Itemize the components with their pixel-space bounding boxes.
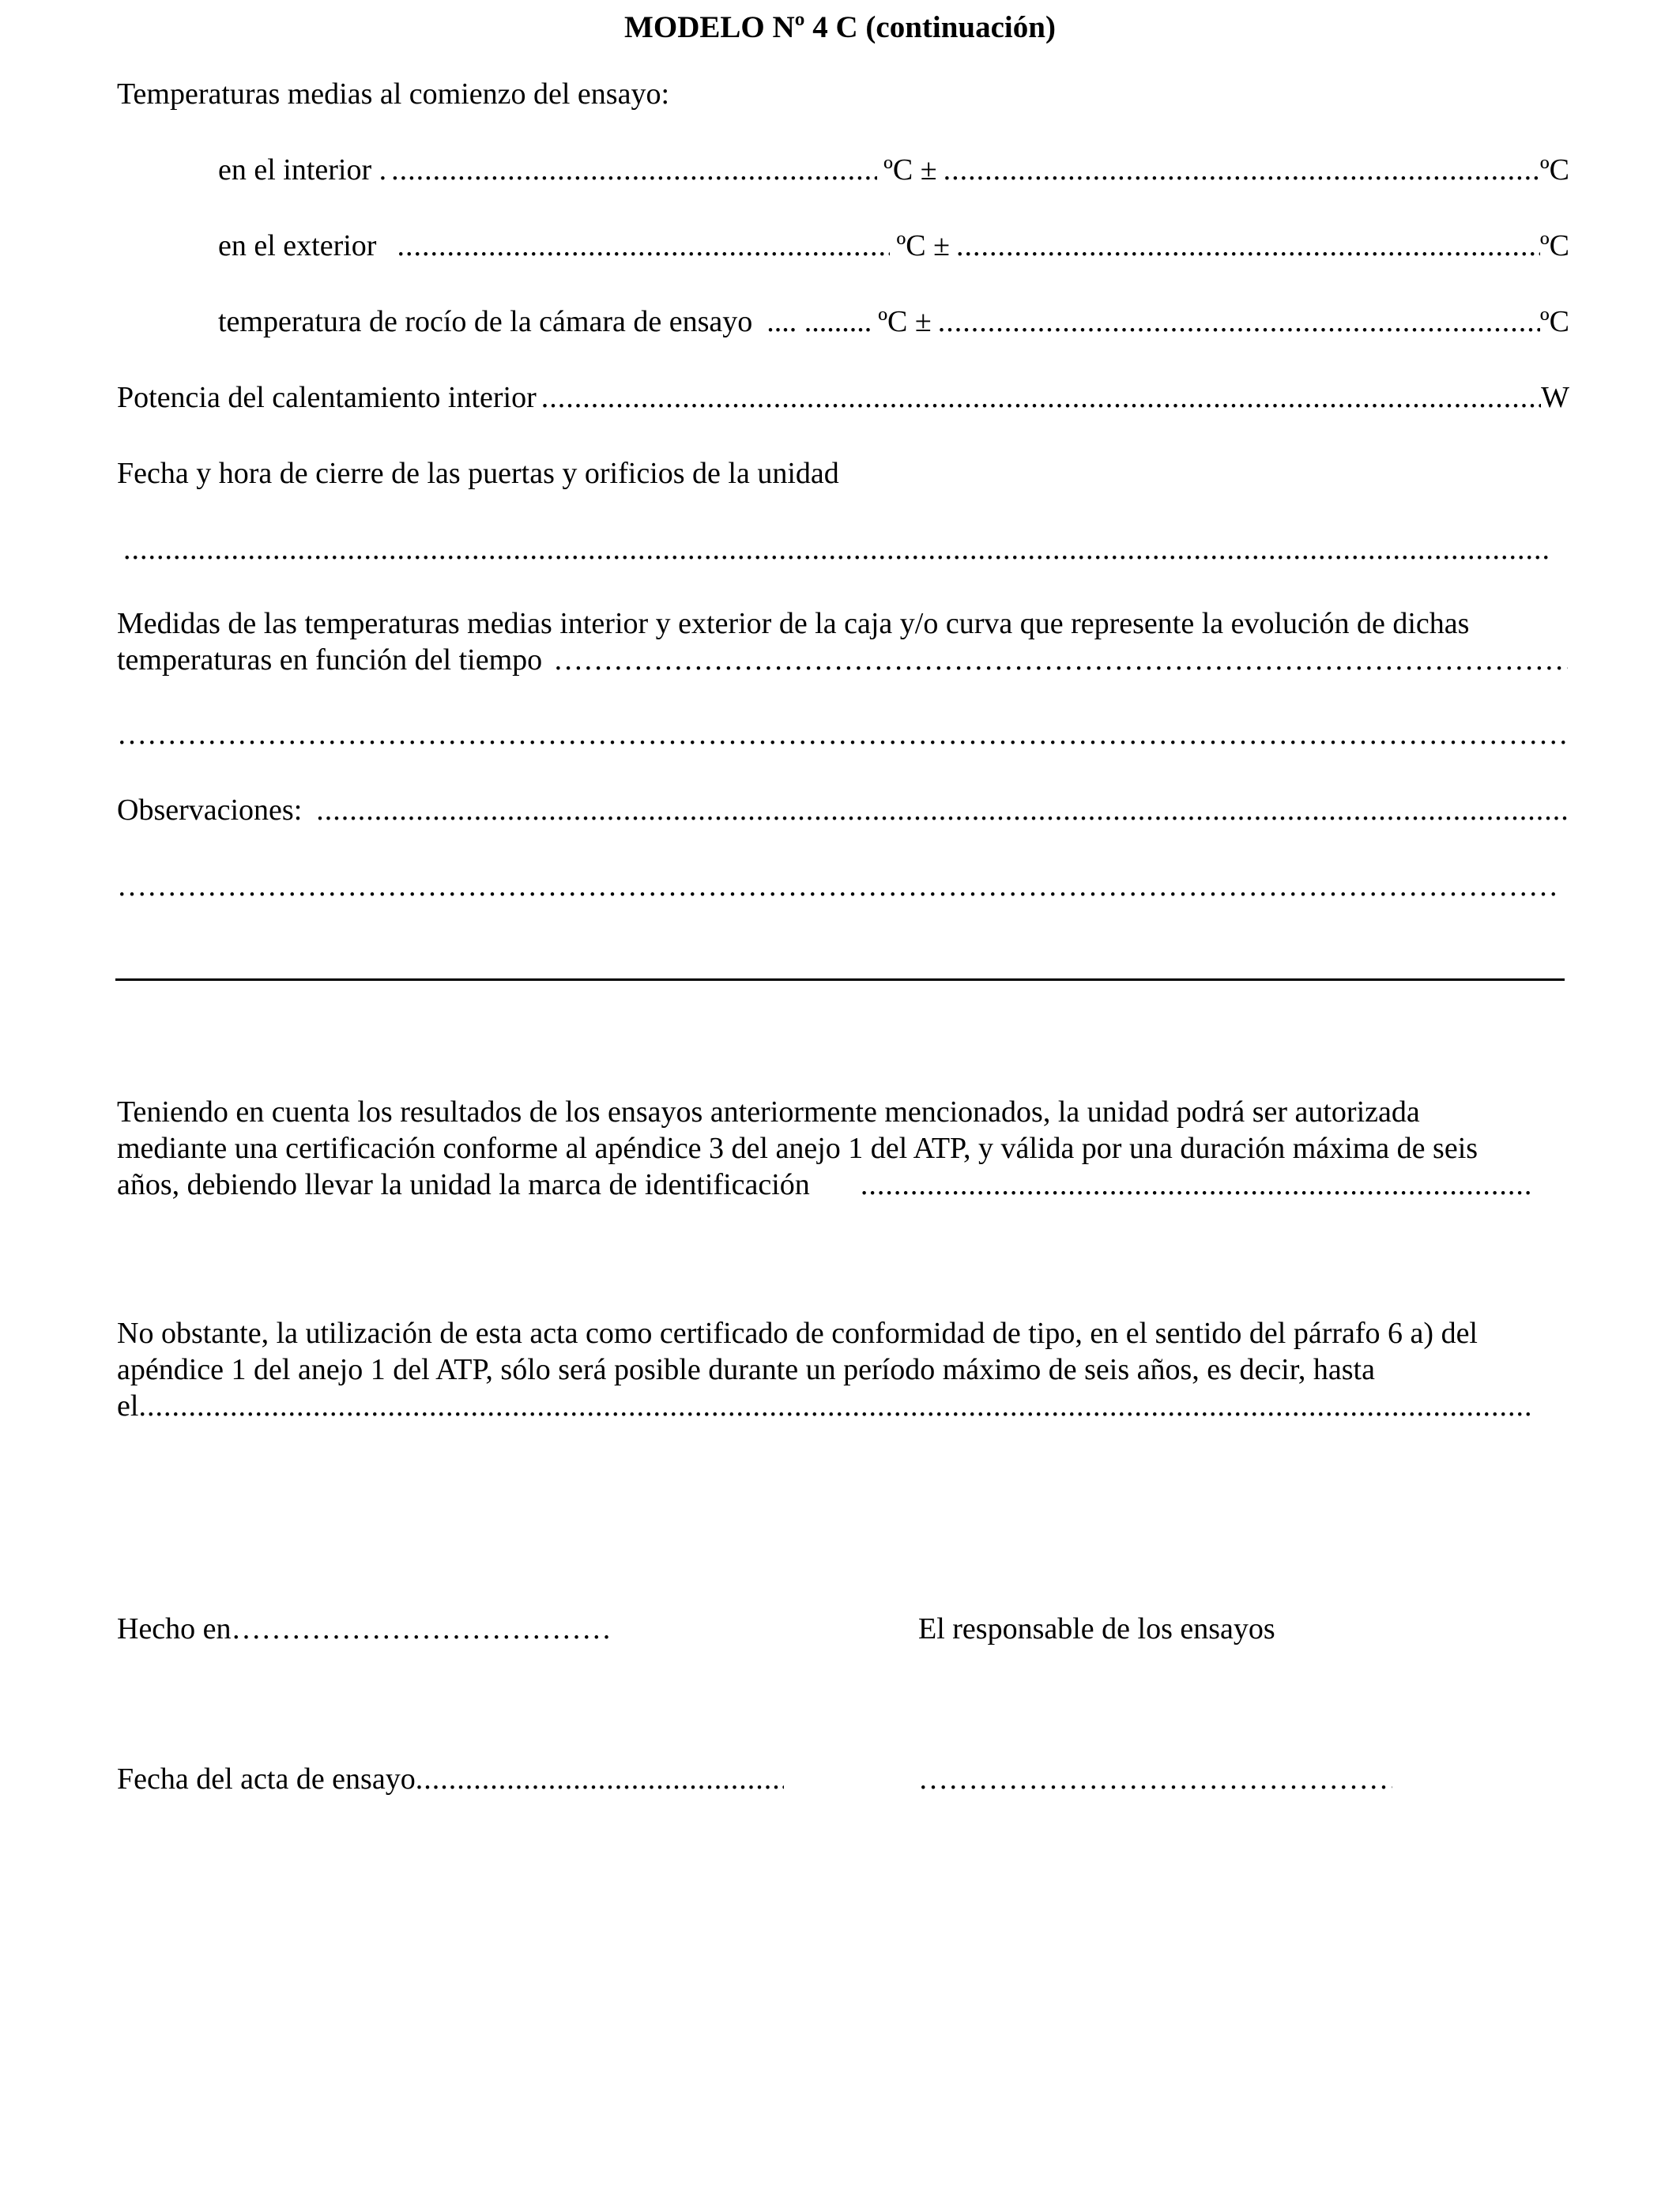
validity-text-line1: No obstante, la utilización de esta acta como certificado de conformidad de tipo, en el sentido del párrafo 6 a) del	[117, 1317, 1478, 1350]
validity-line2	[117, 1351, 1576, 1388]
interior-unit: ºC	[1539, 153, 1569, 187]
dew-label: temperatura de rocío de la cámara de ensayo	[218, 305, 753, 338]
exterior-unit: ºC	[1539, 229, 1569, 262]
report-date-line	[117, 1761, 784, 1797]
observations-blank-line	[117, 868, 1560, 904]
report-date-label: Fecha del acta de ensayo	[117, 1762, 416, 1796]
measures-text-line2: temperaturas en función del tiempo	[117, 643, 543, 677]
responsible-signature-blank	[918, 1761, 1392, 1797]
interior-tolerance-blank	[944, 152, 1540, 188]
interior-unit-pm: ºC ±	[883, 153, 937, 187]
exterior-temp-line	[218, 228, 1569, 264]
power-label: Potencia del calentamiento interior	[117, 381, 537, 414]
interior-temp-line	[218, 152, 1569, 188]
responsible-signature-line	[918, 1761, 1392, 1797]
closing-label: Fecha y hora de cierre de las puertas y orificios de la unidad	[117, 457, 839, 490]
dew-unit: ºC	[1539, 305, 1569, 338]
place-line	[117, 1611, 611, 1647]
identification-mark-blank	[861, 1167, 1531, 1203]
validity-date-blank	[138, 1388, 1531, 1424]
observations-line	[117, 792, 1571, 828]
dew-unit-pm: ºC ±	[878, 305, 932, 338]
authorization-text-line3: años, debiendo llevar la unidad la marca de identificación	[117, 1168, 810, 1201]
measures-blank-2	[117, 716, 1568, 752]
power-unit: W	[1541, 381, 1569, 414]
validity-text-line2: apéndice 1 del anejo 1 del ATP, sólo será posible durante un período máximo de seis años, es decir, hasta	[117, 1353, 1375, 1386]
authorization-line2: mediante una certificación conforme al apéndice 3 del anejo 1 del ATP, y válida por una duración máxima de seis	[117, 1132, 1478, 1165]
place-blank	[232, 1611, 611, 1647]
dew-tolerance-blank	[938, 303, 1540, 340]
power-line	[117, 379, 1569, 416]
closing-blank	[123, 531, 1550, 567]
observations-blank-1	[316, 792, 1571, 828]
measures-blank-line	[117, 716, 1568, 752]
responsible-label: El responsable de los ensayos	[918, 1612, 1275, 1646]
measures-line2	[117, 642, 1568, 678]
authorization-line3	[117, 1167, 1531, 1203]
exterior-tolerance-blank	[956, 228, 1540, 264]
place-label: Hecho en	[117, 1612, 232, 1646]
validity-text-line3: el	[117, 1389, 139, 1423]
exterior-unit-pm: ºC ±	[896, 229, 950, 262]
validity-line3	[117, 1388, 1531, 1424]
observations-label: Observaciones:	[117, 794, 303, 827]
validity-line1	[117, 1315, 1576, 1351]
measures-blank-1	[553, 642, 1568, 678]
observations-blank-2	[117, 868, 1560, 904]
closing-blank-line	[123, 531, 1550, 567]
temperatures-heading: Temperaturas medias al comienzo del ensayo:	[117, 77, 670, 111]
section-divider	[115, 978, 1565, 981]
exterior-value-blank	[397, 228, 890, 264]
power-blank	[541, 379, 1541, 416]
exterior-label: en el exterior	[218, 229, 377, 262]
interior-label: en el interior .	[218, 153, 387, 187]
authorization-line1: Teniendo en cuenta los resultados de los ensayos anteriormente mencionados, la unidad podrá ser autorizada	[117, 1095, 1420, 1129]
measures-text-line1: Medidas de las temperaturas medias interior y exterior de la caja y/o curva que represente la evolución de dichas	[117, 607, 1470, 640]
interior-value-blank	[391, 152, 877, 188]
dew-value-blank: .... .........	[767, 305, 872, 338]
dew-temp-line	[218, 303, 1569, 340]
page-title: MODELO Nº 4 C (continuación)	[624, 10, 1056, 44]
report-date-blank	[416, 1761, 784, 1797]
